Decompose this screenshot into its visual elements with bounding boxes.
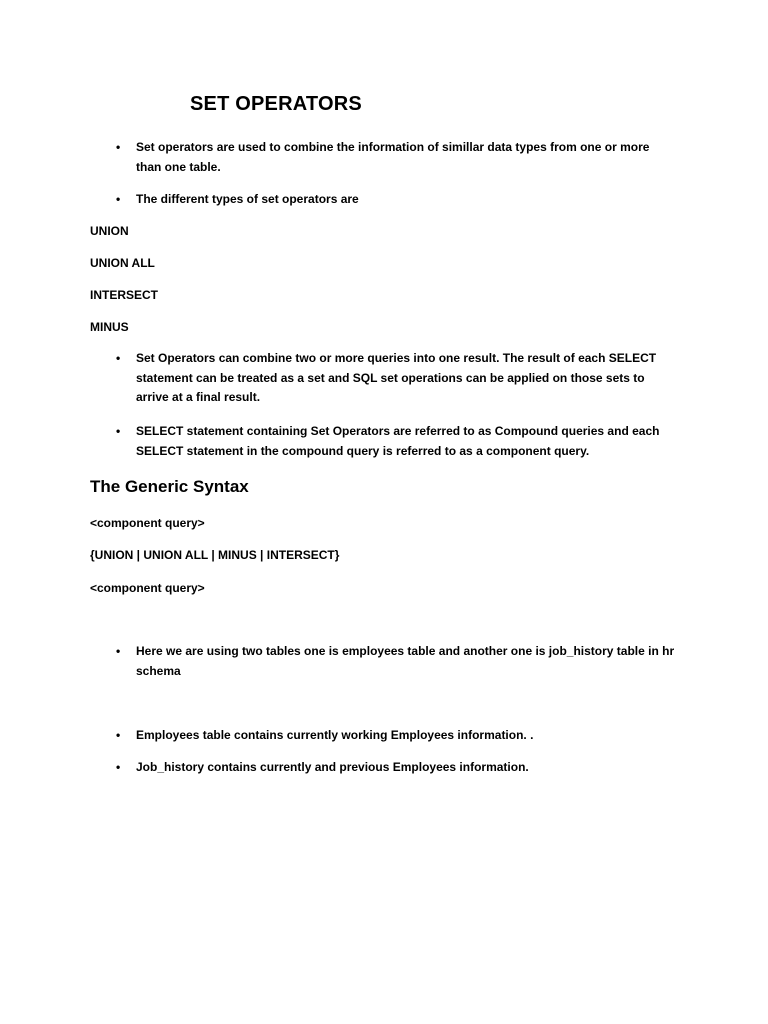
bullet-glyph: • bbox=[116, 140, 121, 154]
section-heading: The Generic Syntax bbox=[90, 477, 249, 496]
bullet-item bbox=[116, 190, 676, 210]
bullet-item bbox=[116, 642, 676, 681]
syntax-line: {UNION | UNION ALL | MINUS | INTERSECT} bbox=[90, 548, 340, 562]
bullet-text: Set Operators can combine two or more queries into one result. The result of each SELECT statement can be treated as a set and SQL set operations can be applied on those sets to arrive at a final result. bbox=[136, 351, 657, 404]
bullet-item bbox=[116, 138, 676, 177]
bullet-item bbox=[116, 758, 676, 778]
bullet-glyph: • bbox=[116, 760, 121, 774]
operator-intersect: INTERSECT bbox=[90, 288, 159, 302]
bullet-item bbox=[116, 349, 676, 408]
bullet-text: The different types of set operators are bbox=[136, 192, 359, 206]
bullet-glyph: • bbox=[116, 728, 121, 742]
bullet-glyph: • bbox=[116, 351, 121, 365]
bullet-text: SELECT statement containing Set Operators are referred to as Compound queries and each SELECT statement in the compound query is referred to as a component query. bbox=[136, 424, 660, 458]
bullet-glyph: • bbox=[116, 424, 121, 438]
syntax-line: <component query> bbox=[90, 581, 205, 595]
bullet-text: Employees table contains currently working Employees information. . bbox=[136, 728, 534, 742]
operator-union-all: UNION ALL bbox=[90, 256, 155, 270]
page-title: SET OPERATORS bbox=[190, 93, 362, 115]
bullet-glyph: • bbox=[116, 192, 121, 206]
syntax-line: <component query> bbox=[90, 516, 205, 530]
operator-minus: MINUS bbox=[90, 320, 129, 334]
operator-union: UNION bbox=[90, 224, 129, 238]
bullet-item bbox=[116, 726, 676, 746]
bullet-text: Here we are using two tables one is employees table and another one is job_history table in hr schema bbox=[136, 644, 675, 678]
bullet-item bbox=[116, 422, 676, 461]
bullet-glyph: • bbox=[116, 644, 121, 658]
bullet-text: Job_history contains currently and previous Employees information. bbox=[136, 760, 529, 774]
bullet-text: Set operators are used to combine the information of simillar data types from one or more than one table. bbox=[136, 140, 650, 174]
